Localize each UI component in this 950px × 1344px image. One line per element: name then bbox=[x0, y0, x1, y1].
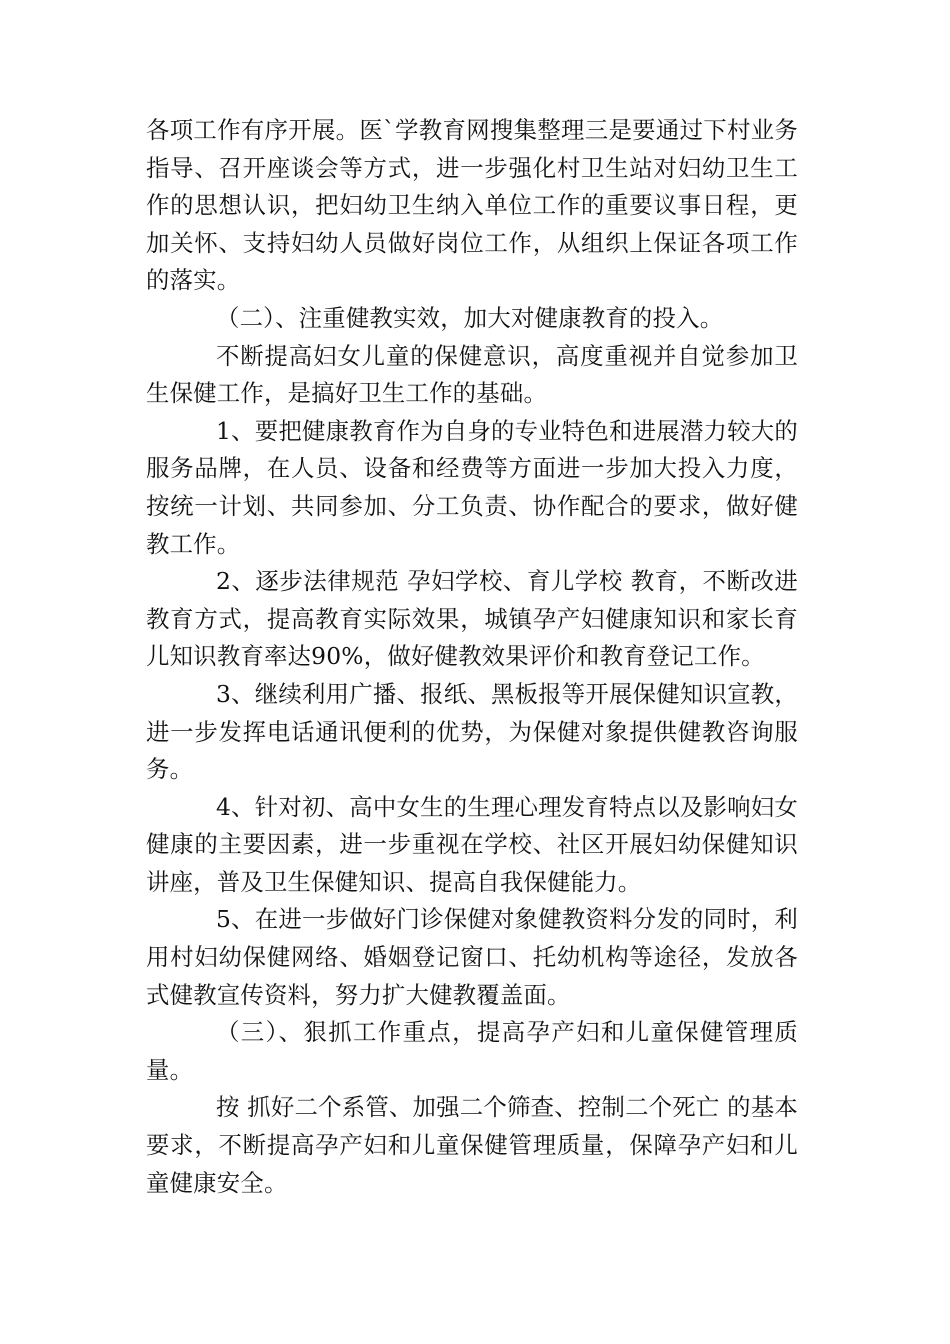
document-body bbox=[146, 112, 798, 1202]
list-item-2: 2、逐步法律规范 孕妇学校、育儿学校 教育，不断改进教育方式，提高教育实际效果，城镇孕产妇健康知识和家长育儿知识教育率达90%，做好健教效果评价和教育登记工作。 bbox=[146, 567, 798, 671]
section-heading-three: （三）、狠抓工作重点，提高孕产妇和儿童保健管理质量。 bbox=[146, 1018, 798, 1084]
paragraph-intro: 不断提高妇女儿童的保健意识，高度重视并自觉参加卫生保健工作，是搞好卫生工作的基础。 bbox=[146, 341, 798, 408]
paragraph-continuation: 各项工作有序开展。医`学教育网搜集整理三是要通过下村业务指导、召开座谈会等方式，进一步强化村卫生站对妇幼卫生工作的思想认识，把妇幼卫生纳入单位工作的重要议事日程，更加关怀、支持妇幼人员做好岗位工作，从组织上保证各项工作的落实。 bbox=[146, 116, 798, 295]
list-item-5: 5、在进一步做好门诊保健对象健教资料分发的同时，利用村妇幼保健网络、婚姻登记窗口、托幼机构等途径，发放各式健教宣传资料，努力扩大健教覆盖面。 bbox=[146, 905, 798, 1009]
list-item-1: 1、要把健康教育作为自身的专业特色和进展潜力较大的服务品牌，在人员、设备和经费等方面进一步加大投入力度，按统一计划、共同参加、分工负责、协作配合的要求，做好健教工作。 bbox=[146, 416, 798, 558]
list-item-3: 3、继续利用广播、报纸、黑板报等开展保健知识宣教，进一步发挥电话通讯便利的优势，为保健对象提供健教咨询服务。 bbox=[146, 679, 798, 784]
paragraph-requirements: 按 抓好二个系管、加强二个筛查、控制二个死亡 的基本要求，不断提高孕产妇和儿童保健管理质量，保障孕产妇和儿童健康安全。 bbox=[146, 1093, 798, 1197]
list-item-4: 4、针对初、高中女生的生理心理发育特点以及影响妇女健康的主要因素，进一步重视在学校、社区开展妇幼保健知识讲座，普及卫生保健知识、提高自我保健能力。 bbox=[146, 792, 798, 896]
section-heading-two: （二）、注重健教实效，加大对健康教育的投入。 bbox=[216, 303, 724, 332]
